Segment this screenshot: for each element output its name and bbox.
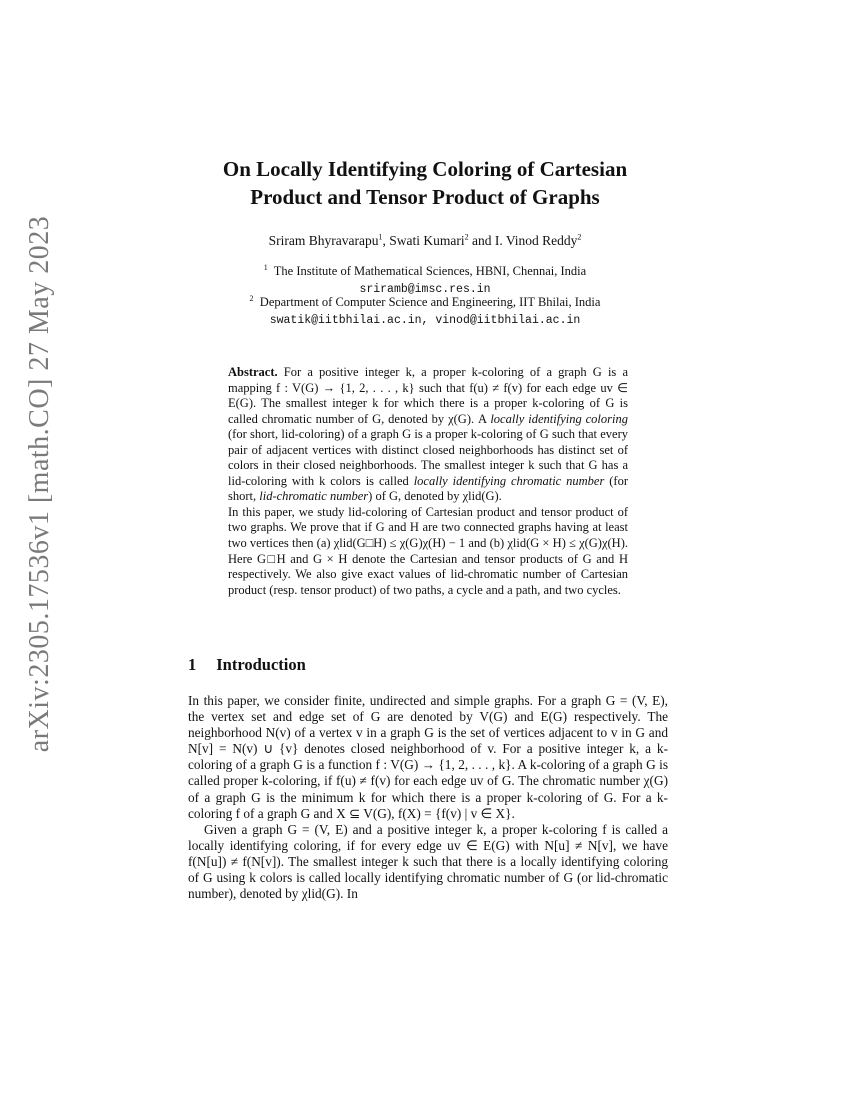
author-separator-2: and bbox=[468, 233, 495, 248]
abstract-emphasis-3: lid-chromatic number bbox=[259, 489, 369, 504]
author-2: Swati Kumari bbox=[389, 233, 465, 248]
paper-title bbox=[150, 155, 700, 211]
author-3: I. Vinod Reddy bbox=[494, 233, 578, 248]
author-1: Sriram Bhyravarapu bbox=[268, 233, 379, 248]
abstract-text-b: (for short, lid-coloring) of a graph G is a proper k-coloring of G such that every pair of adjacent vertices with distinct closed neighborhoods has distinct set of colors in their closed neighborhoods. The smallest integer k such that G has a lid-coloring with k colors is called bbox=[228, 427, 628, 488]
author-3-mark: 2 bbox=[577, 232, 582, 242]
affiliation-1-email[interactable]: sriramb@imsc.res.in bbox=[359, 283, 491, 296]
abstract-emphasis-1: locally identifying coloring bbox=[490, 411, 628, 426]
abstract-paragraph-1 bbox=[228, 365, 628, 505]
abstract-text-c: (for short, bbox=[228, 473, 628, 504]
affiliation-1 bbox=[150, 263, 700, 298]
author-1-mark: 1 bbox=[378, 232, 383, 242]
abstract-paragraph-2: In this paper, we study lid-coloring of Cartesian product and tensor product of two graphs. We prove that if G and H are two connected graphs having at least two vertices then (a) χlid(G□H) ≤ χ(G)χ(H) − 1 and (b) χlid(G × H) ≤ χ(G)χ(H). Here G□H and G × H denote the Cartesian and tensor products of G and H respectively. We also give exact values of lid-chromatic number of Cartesian product (resp. tensor product) of two paths, a cycle and a path, and two cycles. bbox=[228, 504, 628, 597]
section-heading bbox=[188, 655, 306, 675]
affiliation-1-mark: 1 bbox=[263, 262, 268, 272]
arxiv-id: arXiv:2305.17536v1 [math.CO] 27 May 2023 bbox=[24, 215, 56, 753]
author-list bbox=[150, 233, 700, 249]
abstract-block bbox=[228, 365, 628, 598]
author-separator-1: , bbox=[382, 233, 390, 248]
abstract-text-a: For a positive integer k, a proper k-coloring of a graph G is a mapping f : V(G) → {1, 2, . . . , k} such that f(u) ≠ f(v) for each edge uv ∈ E(G). The smallest integer k for which there is a proper k-coloring of G is called chromatic number of G, denoted by χ(G). A bbox=[228, 365, 628, 426]
abstract-text-d: ) of G, denoted by χlid(G). bbox=[368, 489, 502, 504]
section-number: 1 bbox=[188, 655, 197, 674]
author-2-mark: 2 bbox=[464, 232, 469, 242]
section-title: Introduction bbox=[216, 655, 306, 674]
abstract-emphasis-2: locally identifying chromatic number bbox=[413, 473, 605, 488]
body-paragraph-2: Given a graph G = (V, E) and a positive integer k, a proper k-coloring f is called a locally identifying coloring, if for every edge uv ∈ E(G) with N[u] ≠ N[v], we have f(N[u]) ≠ f(N[v]). The smallest integer k such that there is a locally identifying coloring of G using k colors is called locally identifying chromatic number of G (or lid-chromatic number), denoted by χlid(G). In bbox=[188, 821, 668, 902]
affiliation-2-name: Department of Computer Science and Engineering, IIT Bhilai, India bbox=[259, 295, 601, 309]
title-line-2: Product and Tensor Product of Graphs bbox=[250, 185, 600, 209]
arxiv-sidebar-stamp bbox=[20, 215, 60, 753]
body-paragraph-1: In this paper, we consider finite, undirected and simple graphs. For a graph G = (V, E), the vertex set and edge set of G are denoted by V(G) and E(G) respectively. The neighborhood N(v) of a vertex v in a graph G is the set of vertices adjacent to v in G and N[v] = N(v) ∪ {v} denotes closed neighborhood of v. For a positive integer k, a k-coloring of a graph G is a function f : V(G) → {1, 2, . . . , k}. A k-coloring of a graph G is called proper k-coloring, if f(u) ≠ f(v) for each edge uv of G. The chromatic number χ(G) of a graph G is the minimum k for which there is a proper k-coloring of G. For a k-coloring f of a graph G and X ⊆ V(G), f(X) = {f(v) | v ∈ X}. bbox=[188, 693, 668, 821]
affiliation-1-name: The Institute of Mathematical Sciences, HBNI, Chennai, India bbox=[273, 264, 587, 278]
affiliation-2-email[interactable]: swatik@iitbhilai.ac.in, vinod@iitbhilai.ac.in bbox=[269, 314, 581, 327]
affiliation-2 bbox=[150, 294, 700, 329]
affiliation-2-mark: 2 bbox=[249, 293, 254, 303]
abstract-label: Abstract. bbox=[228, 365, 278, 379]
section-body bbox=[188, 693, 668, 902]
title-line-1: On Locally Identifying Coloring of Cartesian bbox=[222, 157, 628, 181]
